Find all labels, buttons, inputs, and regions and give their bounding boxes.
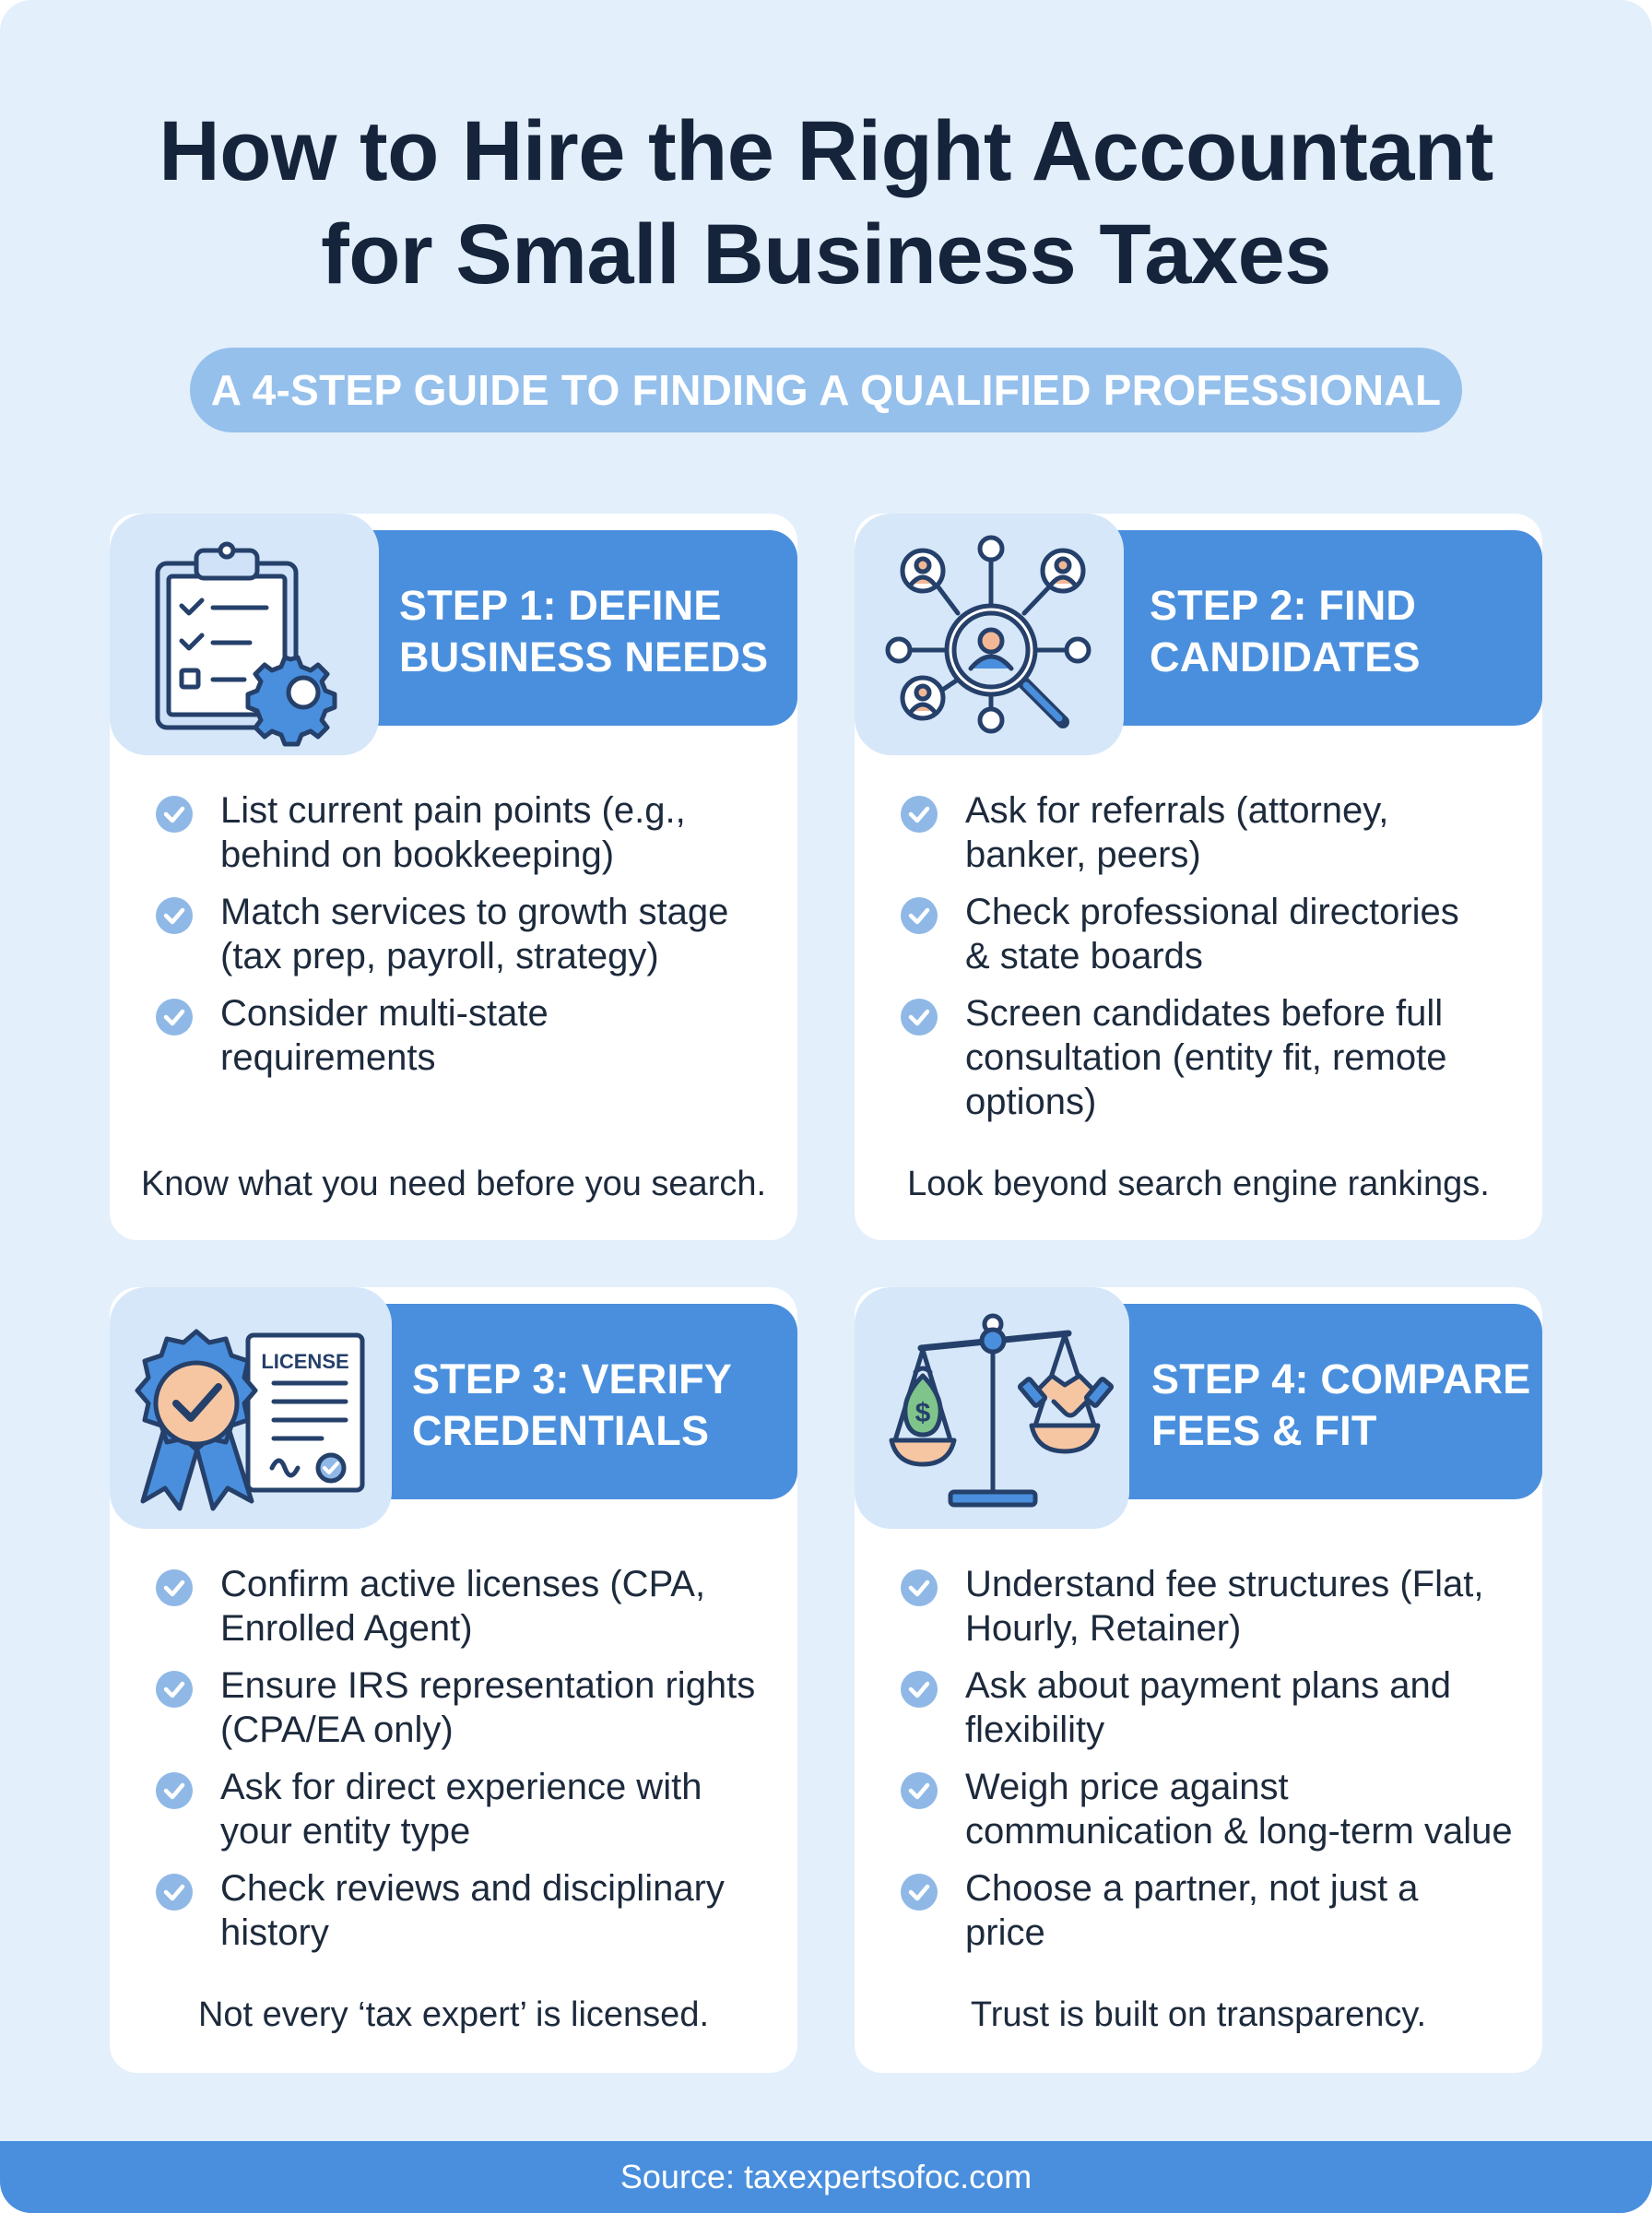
list-item-line: Hourly, Retainer) <box>965 1608 1242 1649</box>
title-line-1: How to Hire the Right Accountant <box>159 104 1493 198</box>
list-item-line: requirements <box>220 1037 436 1078</box>
step-list-3 <box>156 1562 773 1968</box>
list-item-line: price <box>965 1912 1045 1953</box>
list-item-line: communication & long-term value <box>965 1811 1513 1852</box>
step-card-2 <box>855 514 1542 1240</box>
check-circle-icon <box>901 1671 938 1708</box>
list-item <box>156 1562 773 1651</box>
dollar-sign: $ <box>914 1398 931 1428</box>
list-item <box>901 1562 1518 1651</box>
check-circle-icon <box>901 1569 938 1606</box>
list-item <box>156 890 773 978</box>
check-circle-icon <box>156 1772 193 1809</box>
list-item-line: Ask about payment plans and <box>965 1665 1452 1706</box>
step-footer-1: Know what you need before you search. <box>140 1165 767 1203</box>
list-item-line: Ask for direct experience with <box>220 1767 702 1807</box>
step-title-4 <box>1151 1354 1530 1457</box>
check-circle-icon <box>156 999 193 1035</box>
step-title-2 <box>1150 580 1421 683</box>
list-item-line: banker, peers) <box>965 834 1201 875</box>
step-title-3 <box>412 1354 732 1457</box>
list-item-line: behind on bookkeeping) <box>220 834 615 875</box>
list-item <box>901 1866 1518 1955</box>
step-list-2 <box>901 788 1518 1137</box>
step-title-4-line-1: STEP 4: COMPARE <box>1151 1355 1531 1402</box>
step-card-1 <box>110 514 797 1240</box>
list-item-line: Ensure IRS representation rights <box>220 1665 756 1706</box>
step-title-2-line-1: STEP 2: FIND <box>1150 582 1417 629</box>
list-item-line: Consider multi-state <box>220 993 549 1034</box>
list-item-line: (tax prep, payroll, strategy) <box>220 936 659 976</box>
title-line-2: for Small Business Taxes <box>321 207 1331 302</box>
list-item <box>901 890 1518 978</box>
step-card-3 <box>110 1287 797 2073</box>
check-circle-icon <box>901 1772 938 1809</box>
list-item-line: Weigh price against <box>965 1767 1289 1807</box>
list-item <box>156 1866 773 1955</box>
check-circle-icon <box>156 1874 193 1911</box>
step-title-2-line-2: CANDIDATES <box>1150 633 1421 680</box>
list-item <box>901 1663 1518 1752</box>
check-circle-icon <box>156 1671 193 1708</box>
list-item-line: options) <box>965 1082 1097 1122</box>
step-title-3-line-1: STEP 3: VERIFY <box>412 1355 733 1402</box>
list-item-line: Ask for referrals (attorney, <box>965 790 1389 831</box>
step-list-1 <box>156 788 773 1093</box>
step-card-4 <box>855 1287 1542 2073</box>
list-item <box>156 788 773 877</box>
network-search-icon <box>855 514 1124 755</box>
license-label: LICENSE <box>261 1350 349 1373</box>
list-item <box>901 1765 1518 1853</box>
step-footer-4: Trust is built on transparency. <box>970 1995 1427 2034</box>
step-footer-2: Look beyond search engine rankings. <box>907 1165 1490 1203</box>
license-badge-icon <box>110 1287 392 1529</box>
step-title-1-line-1: STEP 1: DEFINE <box>399 582 722 629</box>
check-circle-icon <box>156 1569 193 1606</box>
list-item <box>156 1663 773 1752</box>
list-item-line: your entity type <box>220 1811 471 1852</box>
list-item-line: Enrolled Agent) <box>220 1608 473 1649</box>
list-item-line: Understand fee structures (Flat, <box>965 1564 1484 1604</box>
step-title-1 <box>399 580 768 683</box>
check-circle-icon <box>156 796 193 833</box>
list-item <box>901 788 1518 877</box>
list-item <box>156 991 773 1080</box>
step-title-3-line-2: CREDENTIALS <box>412 1407 710 1454</box>
step-title-4-line-2: FEES & FIT <box>1151 1407 1377 1454</box>
list-item-line: consultation (entity fit, remote <box>965 1037 1447 1078</box>
check-circle-icon <box>156 897 193 934</box>
subtitle-pill: A 4-STEP GUIDE TO FINDING A QUALIFIED PROFESSIONAL <box>190 348 1462 432</box>
list-item-line: Check reviews and disciplinary <box>220 1868 725 1909</box>
list-item-line: (CPA/EA only) <box>220 1710 454 1750</box>
list-item-line: Check professional directories <box>965 892 1459 932</box>
list-item-line: Screen candidates before full <box>965 993 1444 1034</box>
list-item-line: Confirm active licenses (CPA, <box>220 1564 706 1604</box>
step-title-1-line-2: BUSINESS NEEDS <box>399 633 769 680</box>
list-item-line: Match services to growth stage <box>220 892 729 932</box>
page-title <box>0 100 1652 306</box>
list-item-line: history <box>220 1912 329 1953</box>
balance-scale-icon <box>855 1287 1129 1529</box>
source-footer: Source: taxexpertsofoc.com <box>0 2141 1652 2213</box>
list-item-line: flexibility <box>965 1710 1105 1750</box>
list-item-line: Choose a partner, not just a <box>965 1868 1419 1909</box>
list-item-line: & state boards <box>965 936 1203 976</box>
check-circle-icon <box>901 796 938 833</box>
list-item <box>156 1765 773 1853</box>
check-circle-icon <box>901 1874 938 1911</box>
list-item-line: List current pain points (e.g., <box>220 790 686 831</box>
step-list-4 <box>901 1562 1518 1968</box>
step-footer-3: Not every ‘tax expert’ is licensed. <box>197 1995 710 2034</box>
check-circle-icon <box>901 897 938 934</box>
check-circle-icon <box>901 999 938 1035</box>
clipboard-gear-icon <box>110 514 379 755</box>
list-item <box>901 991 1518 1124</box>
